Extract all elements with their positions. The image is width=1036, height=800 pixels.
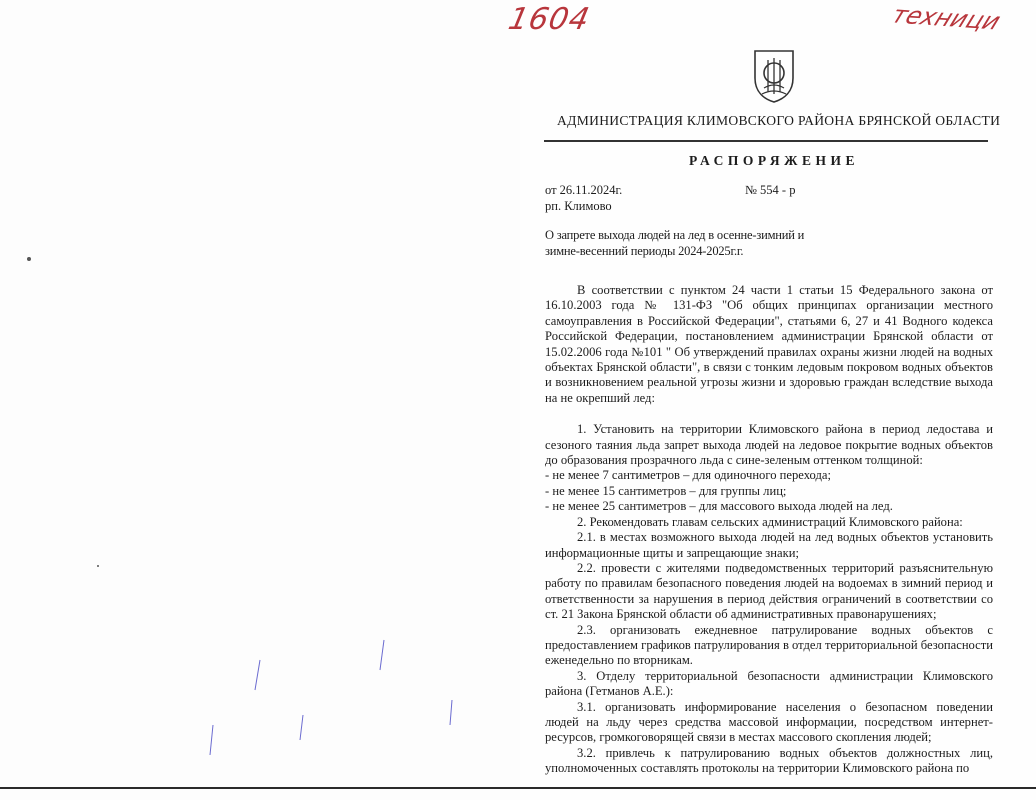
clause-3-2: 3.2. привлечь к патрулированию водных объектов должностных лиц, уполномоченных составлять протоколы на территории Климовского района по <box>545 745 993 776</box>
document-subject <box>545 227 804 259</box>
clause-2-3: 2.3. организовать ежедневное патрулирование водных объектов с предоставлением графиков патрулирования в отдел территориальной безопасности еженедельно по вторникам. <box>545 622 993 668</box>
clause-2: 2. Рекомендовать главам сельских администраций Климовского района: <box>577 514 963 529</box>
document-place: рп. Климово <box>545 199 612 213</box>
clause-2-2: 2.2. провести с жителями подведомственных территорий разъяснительную работу по правилам безопасного поведения людей на водоемах в зимний период и ответственности за нарушения в период действия ограничений в соответствии со ст. 21 Закона Брянской области об административных правонарушениях; <box>545 560 993 622</box>
clause-2-1: 2.1. в местах возможного выхода людей на лед водных объектов установить информационные щиты и запрещающие знаки; <box>545 530 993 560</box>
clause-1-thickness-mass: - не менее 25 сантиметров – для массового выхода людей на лед. <box>545 499 893 514</box>
document-body <box>545 283 993 777</box>
header-divider <box>544 140 988 142</box>
subject-line: зимне-весенний периоды 2024-2025г.г. <box>545 244 744 258</box>
subject-line: О запрете выхода людей на лед в осенне-зимний и <box>545 228 805 242</box>
clause-1: 1. Установить на территории Климовского района в период ледостава и сезоного таяния льда запрет выхода людей на ледовое покрытие водных объектов до образования прозрачного льда с сине-зеленым оттенком толщиной: <box>545 422 993 468</box>
clause-3-1: 3.1. организовать информирование населения о безопасном поведении людей на льду через средства массовой информации, посредством интернет-ресурсов, громкоговорящей связи в местах массового скопления людей; <box>545 699 993 745</box>
handwritten-note: техници <box>887 0 1005 36</box>
document-date: от 26.11.2024г. <box>545 183 623 197</box>
scan-marks <box>200 630 480 770</box>
handwritten-registration-number: 1604 <box>505 2 594 37</box>
document-number: № 554 - р <box>745 183 796 197</box>
clause-1-thickness-group: - не менее 15 сантиметров – для группы лиц; <box>545 483 787 498</box>
organization-header: АДМИНИСТРАЦИЯ КЛИМОВСКОГО РАЙОНА БРЯНСКОЙ ОБЛАСТИ <box>557 113 1001 128</box>
clause-1-thickness-single: - не менее 7 сантиметров – для одиночного перехода; <box>545 468 831 483</box>
scan-speck <box>27 257 31 261</box>
scan-speck <box>97 565 99 567</box>
clause-3: 3. Отделу территориальной безопасности администрации Климовского района (Гетманов А.Е.): <box>545 668 993 699</box>
preamble-paragraph: В соответствии с пунктом 24 части 1 статьи 15 Федерального закона от 16.10.2003 года № 131-ФЗ "Об общих принципах организации местного самоуправления в Российской Федерации", статьями 6, 27 и 41 Водного кодекса Российской Федерации, постановлением администрации Брянской области от 15.02.2006 года №101 " Об утверждений правилах охраны жизни людей на водных объектах Брянской области", в связи с тонким ледовым покровом водных объектов и возникновением реальной угрозы жизни и здоровью граждан вследствие выхода на не окрепший лед: <box>545 283 993 405</box>
document-type-title: РАСПОРЯЖЕНИЕ <box>689 153 860 168</box>
scan-bottom-edge <box>0 787 1036 789</box>
coat-of-arms-icon <box>752 48 796 104</box>
